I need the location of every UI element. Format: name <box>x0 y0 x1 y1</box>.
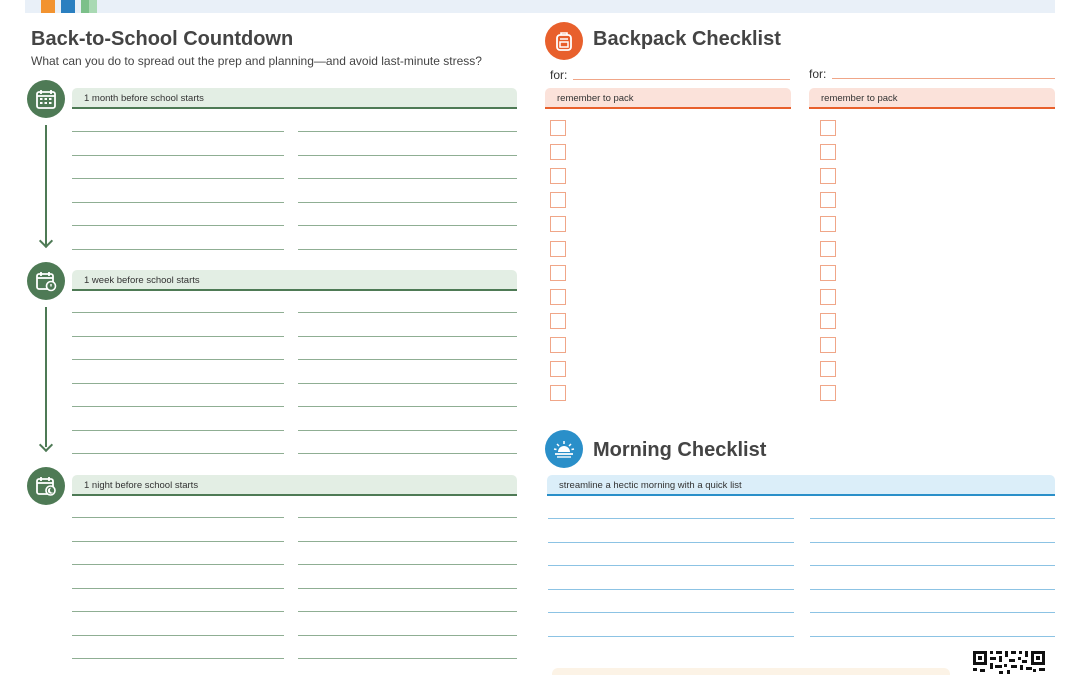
morning-write-line[interactable] <box>810 636 1055 637</box>
write-in-line[interactable] <box>72 359 284 360</box>
pack-item-checkbox[interactable] <box>550 313 566 329</box>
morning-title: Morning Checklist <box>593 439 767 461</box>
pack-item-checkbox[interactable] <box>550 144 566 160</box>
pack-item-checkbox[interactable] <box>820 361 836 377</box>
month-section-bar: 1 month before school starts <box>72 88 517 109</box>
pack-item-checkbox[interactable] <box>820 168 836 184</box>
logo-bar-blue <box>61 0 75 13</box>
countdown-title: Back-to-School Countdown <box>31 28 294 50</box>
write-in-line[interactable] <box>298 406 517 407</box>
write-in-line[interactable] <box>298 635 517 636</box>
month-calendar-icon <box>27 80 65 118</box>
pack-item-checkbox[interactable] <box>820 385 836 401</box>
write-in-line[interactable] <box>298 178 517 179</box>
write-in-line[interactable] <box>72 178 284 179</box>
write-in-line[interactable] <box>298 588 517 589</box>
pack-item-checkbox[interactable] <box>550 241 566 257</box>
timeline-connector <box>45 307 47 447</box>
write-in-line[interactable] <box>72 588 284 589</box>
morning-write-line[interactable] <box>548 612 794 613</box>
week-section-bar: 1 week before school starts <box>72 270 517 291</box>
write-in-line[interactable] <box>72 406 284 407</box>
pack-item-checkbox[interactable] <box>550 265 566 281</box>
write-in-line[interactable] <box>72 312 284 313</box>
write-in-line[interactable] <box>72 635 284 636</box>
write-in-line[interactable] <box>298 312 517 313</box>
pack-item-checkbox[interactable] <box>550 361 566 377</box>
countdown-subtitle: What can you do to spread out the prep and planning—and avoid last-minute stress? <box>31 54 482 68</box>
write-in-line[interactable] <box>72 541 284 542</box>
morning-write-line[interactable] <box>548 565 794 566</box>
morning-write-line[interactable] <box>810 565 1055 566</box>
backpack-title: Backpack Checklist <box>593 28 781 50</box>
write-in-line[interactable] <box>72 564 284 565</box>
write-in-line[interactable] <box>298 225 517 226</box>
backpack-icon <box>545 22 583 60</box>
write-in-line[interactable] <box>72 336 284 337</box>
write-in-line[interactable] <box>298 658 517 659</box>
write-in-line[interactable] <box>298 564 517 565</box>
pack-item-checkbox[interactable] <box>820 241 836 257</box>
week-calendar-icon <box>27 262 65 300</box>
timeline-arrow <box>39 438 53 452</box>
sunrise-icon <box>545 430 583 468</box>
qr-code <box>973 651 1047 675</box>
night-section-bar: 1 night before school starts <box>72 475 517 496</box>
write-in-line[interactable] <box>72 383 284 384</box>
backpack-for-label-2: for: <box>809 67 827 81</box>
morning-write-line[interactable] <box>810 589 1055 590</box>
write-in-line[interactable] <box>298 430 517 431</box>
write-in-line[interactable] <box>298 336 517 337</box>
pack-item-checkbox[interactable] <box>550 289 566 305</box>
backpack-bar-1: remember to pack <box>545 88 791 109</box>
write-in-line[interactable] <box>298 359 517 360</box>
pack-item-checkbox[interactable] <box>820 216 836 232</box>
pack-item-checkbox[interactable] <box>820 289 836 305</box>
logo-bar-green <box>81 0 89 13</box>
write-in-line[interactable] <box>298 453 517 454</box>
write-in-line[interactable] <box>72 658 284 659</box>
write-in-line[interactable] <box>298 249 517 250</box>
write-in-line[interactable] <box>72 202 284 203</box>
backpack-for-line-2[interactable] <box>832 78 1055 79</box>
morning-write-line[interactable] <box>810 518 1055 519</box>
pack-item-checkbox[interactable] <box>550 216 566 232</box>
backpack-for-label-1: for: <box>550 68 568 82</box>
write-in-line[interactable] <box>72 517 284 518</box>
backpack-for-line-1[interactable] <box>573 79 790 80</box>
pack-item-checkbox[interactable] <box>820 192 836 208</box>
write-in-line[interactable] <box>298 202 517 203</box>
write-in-line[interactable] <box>72 225 284 226</box>
morning-write-line[interactable] <box>810 612 1055 613</box>
pack-item-checkbox[interactable] <box>820 313 836 329</box>
logo-bar-orange <box>41 0 55 13</box>
pack-item-checkbox[interactable] <box>550 192 566 208</box>
write-in-line[interactable] <box>72 155 284 156</box>
pack-item-checkbox[interactable] <box>550 337 566 353</box>
write-in-line[interactable] <box>298 383 517 384</box>
morning-write-line[interactable] <box>548 518 794 519</box>
write-in-line[interactable] <box>72 453 284 454</box>
logo-bar-green-light <box>89 0 97 13</box>
morning-write-line[interactable] <box>548 636 794 637</box>
write-in-line[interactable] <box>298 517 517 518</box>
write-in-line[interactable] <box>298 155 517 156</box>
morning-section-bar: streamline a hectic morning with a quick list <box>547 475 1055 496</box>
pack-item-checkbox[interactable] <box>550 385 566 401</box>
morning-write-line[interactable] <box>548 542 794 543</box>
pack-item-checkbox[interactable] <box>820 144 836 160</box>
pack-item-checkbox[interactable] <box>550 120 566 136</box>
pack-item-checkbox[interactable] <box>820 337 836 353</box>
pack-item-checkbox[interactable] <box>550 168 566 184</box>
write-in-line[interactable] <box>72 131 284 132</box>
write-in-line[interactable] <box>298 541 517 542</box>
write-in-line[interactable] <box>72 249 284 250</box>
write-in-line[interactable] <box>72 430 284 431</box>
tip-box <box>552 668 950 675</box>
timeline-arrow <box>39 234 53 248</box>
backpack-bar-2: remember to pack <box>809 88 1055 109</box>
write-in-line[interactable] <box>72 611 284 612</box>
morning-write-line[interactable] <box>548 589 794 590</box>
timeline-connector <box>45 125 47 245</box>
pack-item-checkbox[interactable] <box>820 120 836 136</box>
header-strip <box>25 0 1055 13</box>
night-calendar-icon <box>27 467 65 505</box>
write-in-line[interactable] <box>298 611 517 612</box>
morning-write-line[interactable] <box>810 542 1055 543</box>
pack-item-checkbox[interactable] <box>820 265 836 281</box>
write-in-line[interactable] <box>298 131 517 132</box>
